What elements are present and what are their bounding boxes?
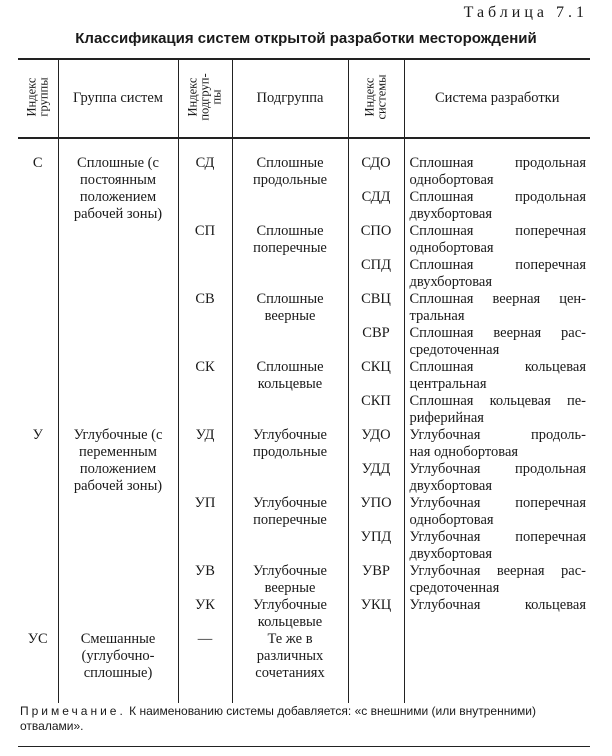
system-name — [404, 359, 590, 393]
system-name-line: Сплошная веерная рас- — [409, 325, 586, 341]
subgroup-name: Те же в различных сочетаниях — [232, 631, 348, 703]
subgroup-name: Сплошные продольные — [232, 138, 348, 223]
header-system-index: Индекс системы — [348, 59, 404, 138]
system-index: УВР — [348, 563, 404, 597]
system-name-line: тральная — [409, 308, 465, 324]
subgroup-index: СК — [178, 359, 232, 427]
system-name-line: однобортовая — [409, 172, 494, 188]
system-name-line: средоточенная — [409, 580, 500, 596]
system-name — [404, 427, 590, 461]
system-name-line: средоточенная — [409, 342, 500, 358]
subgroup-index: УП — [178, 495, 232, 563]
group-name: Сплошные (с постоянным положением рабочей зоны) — [58, 138, 178, 427]
system-name — [404, 563, 590, 597]
system-index: УДД — [348, 461, 404, 495]
header-group: Группа систем — [58, 59, 178, 138]
system-name — [404, 529, 590, 563]
system-name — [404, 291, 590, 325]
system-name-line: Углубочная веерная рас- — [409, 563, 586, 579]
group-name: Углубочные (с переменным положением рабочей зоны) — [58, 427, 178, 631]
system-index: СКП — [348, 393, 404, 427]
table-row — [18, 427, 590, 461]
header-row — [18, 59, 590, 138]
subgroup-index: — — [178, 631, 232, 703]
subgroup-name: Сплошные поперечные — [232, 223, 348, 291]
system-index: СПД — [348, 257, 404, 291]
system-name-line: Сплошная поперечная — [409, 223, 586, 239]
system-index: УПД — [348, 529, 404, 563]
system-name-line: Сплошная поперечная — [409, 257, 586, 273]
subgroup-index: УД — [178, 427, 232, 495]
header-system: Система разработки — [404, 59, 590, 138]
system-index: СВР — [348, 325, 404, 359]
subgroup-name: Углубочные кольцевые — [232, 597, 348, 631]
system-index: СВЦ — [348, 291, 404, 325]
system-name-line: однобортовая — [409, 512, 494, 528]
header-subgroup-index: Индекс подгруп- пы — [178, 59, 232, 138]
subgroup-index: УВ — [178, 563, 232, 597]
table-row — [18, 138, 590, 189]
table-number: Таблица 7.1 — [463, 4, 588, 21]
system-name-line: Сплошная продольная — [409, 189, 586, 205]
system-name-line: центральная — [409, 376, 487, 392]
system-index — [348, 631, 404, 703]
header-group-index: Индекс группы — [24, 77, 51, 117]
table-row — [18, 631, 590, 703]
system-name — [404, 189, 590, 223]
system-name-line: Сплошная веерная цен- — [409, 291, 586, 307]
system-name — [404, 597, 590, 631]
group-index: У — [32, 427, 43, 443]
subgroup-name: Сплошные веерные — [232, 291, 348, 359]
system-index: СДД — [348, 189, 404, 223]
system-name-line: двухбортовая — [409, 206, 493, 222]
system-name-line: Углубочная продольная — [409, 461, 586, 477]
system-name — [404, 138, 590, 189]
system-name-line: Сплошная кольцевая — [409, 359, 586, 375]
table-note — [20, 704, 592, 734]
system-index: СКЦ — [348, 359, 404, 393]
subgroup-name: Углубочные продольные — [232, 427, 348, 495]
subgroup-index: СД — [178, 138, 232, 223]
group-index: С — [32, 155, 43, 171]
system-name-line: двухбортовая — [409, 478, 493, 494]
system-name — [404, 461, 590, 495]
system-name — [404, 393, 590, 427]
system-name-line: двухбортовая — [409, 274, 493, 290]
table-title: Классификация систем открытой разработки месторождений — [75, 30, 537, 47]
system-index: УПО — [348, 495, 404, 529]
system-index: СДО — [348, 138, 404, 189]
subgroup-name: Углубочные веерные — [232, 563, 348, 597]
header-subgroup: Подгруппа — [232, 59, 348, 138]
system-name-line: Сплошная кольцевая пе- — [409, 393, 586, 409]
system-name-line: Углубочная поперечная — [409, 529, 586, 545]
system-name-line: двухбортовая — [409, 546, 493, 562]
system-index: УКЦ — [348, 597, 404, 631]
system-index: УДО — [348, 427, 404, 461]
bottom-rule — [18, 746, 590, 747]
classification-table — [18, 58, 590, 703]
system-name — [404, 325, 590, 359]
subgroup-index: СП — [178, 223, 232, 291]
system-name-line: однобортовая — [409, 240, 494, 256]
system-name-line: Сплошная продольная — [409, 155, 586, 171]
system-index: СПО — [348, 223, 404, 257]
system-name — [404, 495, 590, 529]
group-index: УС — [27, 631, 48, 647]
group-name: Смешанные (углубочно-сплошные) — [58, 631, 178, 703]
subgroup-name: Углубочные поперечные — [232, 495, 348, 563]
system-name-line: Углубочная кольцевая — [409, 597, 586, 613]
system-name-line: Углубочная поперечная — [409, 495, 586, 511]
subgroup-index: СВ — [178, 291, 232, 359]
system-name — [404, 223, 590, 257]
subgroup-index: УК — [178, 597, 232, 631]
system-name-line: риферийная — [409, 410, 484, 426]
system-name — [404, 257, 590, 291]
system-name-line: ная однобортовая — [409, 444, 519, 460]
note-text: К наименованию системы добавляется: «с внешними (или внутренними) отвалами». — [20, 704, 536, 733]
note-label: Примечание. — [20, 704, 126, 718]
system-name-line: Углубочная продоль- — [409, 427, 586, 443]
system-name — [404, 631, 590, 703]
subgroup-name: Сплошные кольцевые — [232, 359, 348, 427]
